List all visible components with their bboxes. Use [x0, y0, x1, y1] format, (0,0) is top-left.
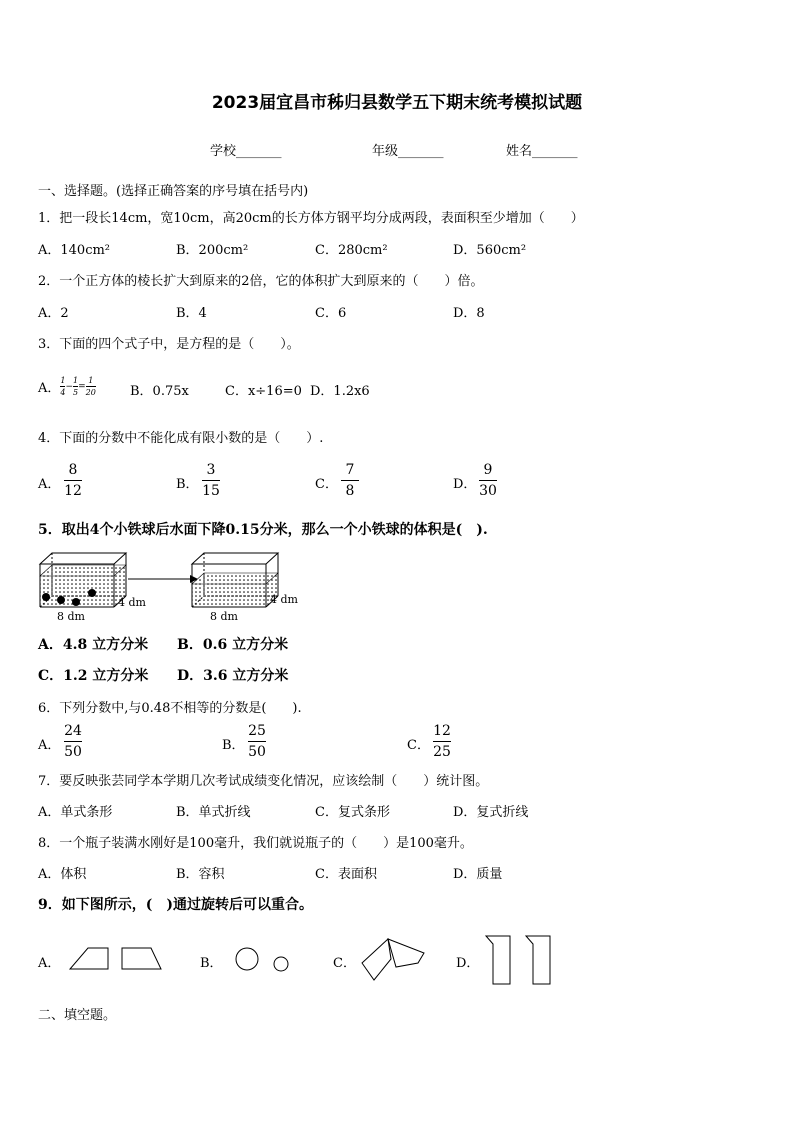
iron-ball	[42, 593, 50, 601]
tank2-height-label: 4 dm	[270, 593, 298, 606]
q2-option-c: C．6	[315, 306, 347, 321]
q6-c-fraction: 12 25	[433, 723, 451, 760]
q3-option-b: B．0.75x	[130, 384, 189, 399]
iron-ball	[88, 589, 96, 597]
q9-stem: 9．如下图所示，( )通过旋转后可以重合。	[38, 897, 313, 913]
q3-stem: 3．下面的四个式子中，是方程的是（ ）。	[38, 337, 300, 352]
iron-ball	[72, 598, 80, 606]
page-title: 2023届宜昌市秭归县数学五下期末统考模拟试题	[211, 93, 583, 113]
section-1-heading: 一、选择题。(选择正确答案的序号填在括号内)	[38, 184, 309, 199]
q5-option-c: C．1.2 立方分米	[38, 668, 149, 684]
school-field: 学校_______	[210, 144, 282, 159]
q7-stem: 7．要反映张芸同学本学期几次考试成绩变化情况，应该绘制（ ）统计图。	[38, 774, 489, 789]
q4-d-fraction: 9 30	[479, 462, 497, 499]
q3-a-operator: −	[65, 381, 74, 392]
q4-d-label: D．	[453, 477, 477, 492]
q9-a-trapezoids	[66, 944, 166, 974]
q3-a-equals: =	[78, 381, 86, 392]
q8-option-a: A．体积	[38, 867, 87, 882]
q1-option-a: A．140cm²	[38, 243, 111, 258]
q5-tank-diagram	[30, 546, 320, 624]
q9-d-shapes	[482, 932, 556, 988]
q3-option-a	[38, 376, 96, 397]
q9-c-label: C．	[333, 956, 356, 971]
q3-option-d: D．1.2x6	[310, 384, 370, 399]
q6-a-label: A．	[38, 738, 61, 753]
section-2-heading: 二、填空题。	[38, 1008, 117, 1023]
q1-option-c: C．280cm²	[315, 243, 388, 258]
q4-b-label: B．	[176, 477, 199, 492]
q4-a-fraction: 8 12	[64, 462, 82, 499]
tank1-length-label: 8 dm	[57, 610, 85, 623]
q6-stem: 6．下列分数中,与0.48不相等的分数是( ).	[38, 701, 302, 716]
q2-stem: 2．一个正方体的棱长扩大到原来的2倍，它的体积扩大到原来的（ ）倍。	[38, 274, 484, 289]
q4-c-label: C．	[315, 477, 338, 492]
q5-stem: 5．取出4个小铁球后水面下降0.15分米，那么一个小铁球的体积是( ).	[38, 522, 488, 538]
q3-a-label: A．	[38, 381, 61, 396]
q9-b-label: B．	[200, 956, 223, 971]
q3-option-c: C．x÷16=0	[225, 384, 302, 399]
q4-stem: 4．下面的分数中不能化成有限小数的是（ ）.	[38, 431, 324, 446]
q8-option-d: D．质量	[453, 867, 503, 882]
q7-option-c: C．复式条形	[315, 805, 390, 820]
q7-option-a: A．单式条形	[38, 805, 113, 820]
q9-b-circles	[230, 944, 294, 976]
q1-stem: 1．把一段长14cm，宽10cm，高20cm的长方体方钢平均分成两段，表面积至少增加（ ）	[38, 211, 584, 226]
q3-a-fraction-1: 1 4	[60, 376, 66, 397]
q5-option-d: D．3.6 立方分米	[177, 668, 289, 684]
q7-option-d: D．复式折线	[453, 805, 529, 820]
q9-c-quadrilaterals	[358, 935, 430, 983]
q3-a-fraction-2: 1 5	[73, 376, 79, 397]
q8-option-b: B．容积	[176, 867, 225, 882]
q9-d-label: D．	[456, 956, 480, 971]
q2-option-d: D．8	[453, 306, 485, 321]
tank1-height-label: 4 dm	[118, 596, 146, 609]
q4-c-fraction: 7 8	[341, 462, 359, 499]
q5-option-b: B．0.6 立方分米	[177, 637, 289, 653]
q6-a-fraction: 24 50	[64, 723, 82, 760]
iron-ball	[57, 596, 65, 604]
q6-b-label: B．	[222, 738, 245, 753]
q4-a-label: A．	[38, 477, 61, 492]
q4-b-fraction: 3 15	[202, 462, 220, 499]
q6-b-fraction: 25 50	[248, 723, 266, 760]
grade-field: 年级_______	[372, 144, 444, 159]
q7-option-b: B．单式折线	[176, 805, 251, 820]
q1-option-d: D．560cm²	[453, 243, 527, 258]
q3-a-fraction-3: 1 20	[85, 376, 96, 397]
q6-c-label: C．	[407, 738, 430, 753]
q5-option-a: A．4.8 立方分米	[38, 637, 149, 653]
q8-option-c: C．表面积	[315, 867, 377, 882]
q1-option-b: B．200cm²	[176, 243, 249, 258]
tank2-length-label: 8 dm	[210, 610, 238, 623]
q8-stem: 8．一个瓶子装满水刚好是100毫升，我们就说瓶子的（ ）是100毫升。	[38, 836, 473, 851]
name-field: 姓名_______	[506, 144, 578, 159]
q9-a-label: A．	[38, 956, 61, 971]
q2-option-a: A．2	[38, 306, 69, 321]
q2-option-b: B．4	[176, 306, 207, 321]
